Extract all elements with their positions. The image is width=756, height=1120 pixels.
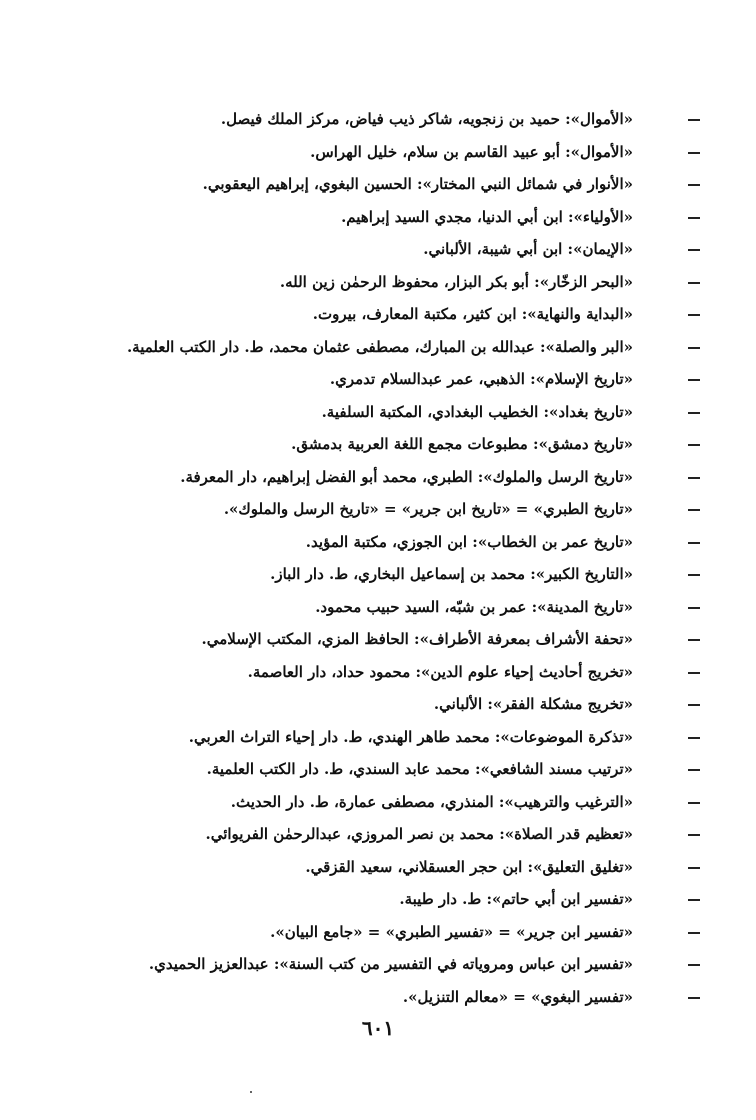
list-dash (688, 932, 700, 934)
list-dash (688, 217, 700, 219)
entry-text: «تاريخ الرسل والملوك»: الطبري، محمد أبو الفضل إبراهيم، دار المعرفة. (180, 467, 633, 486)
bibliography-entry (120, 721, 700, 754)
bibliography-entry (120, 851, 700, 884)
list-dash (688, 477, 700, 479)
bibliography-entry (120, 591, 700, 624)
list-dash (688, 249, 700, 251)
bibliography-list (120, 103, 700, 1013)
entry-text: «تاريخ الإسلام»: الذهبي، عمر عبدالسلام تدمري. (329, 370, 633, 388)
entry-text: «البداية والنهاية»: ابن كثير، مكتبة المعارف، بيروت. (312, 305, 633, 323)
list-dash (688, 639, 700, 641)
bibliography-entry (120, 818, 700, 851)
bibliography-entry (120, 461, 700, 494)
bibliography-entry (120, 298, 700, 331)
bibliography-entry (120, 493, 700, 526)
list-dash (688, 737, 700, 739)
list-dash (688, 899, 700, 901)
bibliography-entry (120, 688, 700, 721)
list-dash (688, 282, 700, 284)
bibliography-entry (120, 656, 700, 689)
entry-text: «تفسير ابن عباس ومروياته في التفسير من كتب السنة»: عبدالعزيز الحميدي. (148, 955, 633, 973)
entry-text: «تفسير ابن أبي حاتم»: ط. دار طيبة. (399, 890, 633, 908)
list-dash (688, 379, 700, 381)
list-dash (688, 672, 700, 674)
entry-text: «تاريخ دمشق»: مطبوعات مجمع اللغة العربية بدمشق. (291, 435, 633, 453)
bibliography-entry (120, 558, 700, 591)
bibliography-entry (120, 623, 700, 656)
page-number: ٦٠١ (361, 1016, 395, 1040)
bibliography-entry (120, 266, 700, 299)
entry-text: «الأنوار في شمائل النبي المختار»: الحسين البغوي، إبراهيم اليعقوبي. (202, 175, 633, 193)
entry-text: «الترغيب والترهيب»: المنذري، مصطفى عمارة، ط. دار الحديث. (230, 792, 633, 811)
list-dash (688, 314, 700, 316)
bibliography-entry (120, 363, 700, 396)
entry-text: «تاريخ الطبري» = «تاريخ ابن جرير» = «تاريخ الرسل والملوك». (223, 500, 633, 518)
entry-text: «الإيمان»: ابن أبي شيبة، الألباني. (423, 240, 633, 258)
bibliography-entry (120, 168, 700, 201)
list-dash (688, 834, 700, 836)
entry-text: «تاريخ بغداد»: الخطيب البغدادي، المكتبة السلفية. (321, 402, 633, 421)
bibliography-entry (120, 526, 700, 559)
list-dash (688, 347, 700, 349)
bibliography-entry (120, 103, 700, 136)
bibliography-entry (120, 981, 700, 1014)
list-dash (688, 867, 700, 869)
bibliography-entry (120, 233, 700, 266)
list-dash (688, 607, 700, 609)
list-dash (688, 412, 700, 414)
entry-text: «تحفة الأشراف بمعرفة الأطراف»: الحافظ المزي، المكتب الإسلامي. (201, 630, 633, 648)
bibliography-entry (120, 201, 700, 234)
list-dash (688, 769, 700, 771)
entry-text: «تخريج أحاديث إحياء علوم الدين»: محمود حداد، دار العاصمة. (247, 662, 633, 681)
entry-text: «تعظيم قدر الصلاة»: محمد بن نصر المروزي، عبدالرحمٰن الفريوائي. (205, 825, 633, 843)
list-dash (688, 152, 700, 154)
bibliography-entry (120, 883, 700, 916)
list-dash (688, 542, 700, 544)
bibliography-entry (120, 136, 700, 169)
list-dash (688, 997, 700, 999)
bibliography-entry (120, 786, 700, 819)
list-dash (688, 802, 700, 804)
scan-speck (250, 1091, 252, 1093)
entry-text: «تاريخ المدينة»: عمر بن شبّه، السيد حبيب محمود. (315, 597, 633, 616)
entry-text: «تذكرة الموضوعات»: محمد طاهر الهندي، ط. دار إحياء التراث العربي. (188, 727, 633, 746)
bibliography-entry (120, 331, 700, 364)
list-dash (688, 119, 700, 121)
bibliography-entry (120, 396, 700, 429)
list-dash (688, 574, 700, 576)
entry-text: «ترتيب مسند الشافعي»: محمد عابد السندي، ط. دار الكتب العلمية. (206, 760, 633, 778)
bibliography-entry (120, 948, 700, 981)
entry-text: «البحر الزخّار»: أبو بكر البزار، محفوظ الرحمٰن زين الله. (279, 272, 633, 291)
entry-text: «البر والصلة»: عبدالله بن المبارك، مصطفى عثمان محمد، ط. دار الكتب العلمية. (126, 337, 633, 356)
entry-text: «الأموال»: أبو عبيد القاسم بن سلام، خليل الهراس. (310, 142, 633, 161)
entry-text: «تفسير ابن جرير» = «تفسير الطبري» = «جامع البيان». (270, 922, 633, 941)
entry-text: «تفسير البغوي» = «معالم التنزيل». (402, 987, 633, 1006)
list-dash (688, 509, 700, 511)
entry-text: «تاريخ عمر بن الخطاب»: ابن الجوزي، مكتبة المؤيد. (305, 532, 633, 551)
entry-text: «الأولياء»: ابن أبي الدنيا، مجدي السيد إبراهيم. (341, 207, 633, 226)
entry-text: «الأموال»: حميد بن زنجويه، شاكر ذيب فياض، مركز الملك فيصل. (220, 110, 633, 128)
entry-text: «تخريج مشكلة الفقر»: الألباني. (433, 695, 633, 713)
list-dash (688, 964, 700, 966)
bibliography-entry (120, 916, 700, 949)
entry-text: «التاريخ الكبير»: محمد بن إسماعيل البخاري، ط. دار الباز. (270, 565, 633, 583)
list-dash (688, 704, 700, 706)
entry-text: «تغليق التعليق»: ابن حجر العسقلاني، سعيد القزقي. (305, 857, 633, 876)
bibliography-entry (120, 428, 700, 461)
bibliography-entry (120, 753, 700, 786)
list-dash (688, 184, 700, 186)
list-dash (688, 444, 700, 446)
